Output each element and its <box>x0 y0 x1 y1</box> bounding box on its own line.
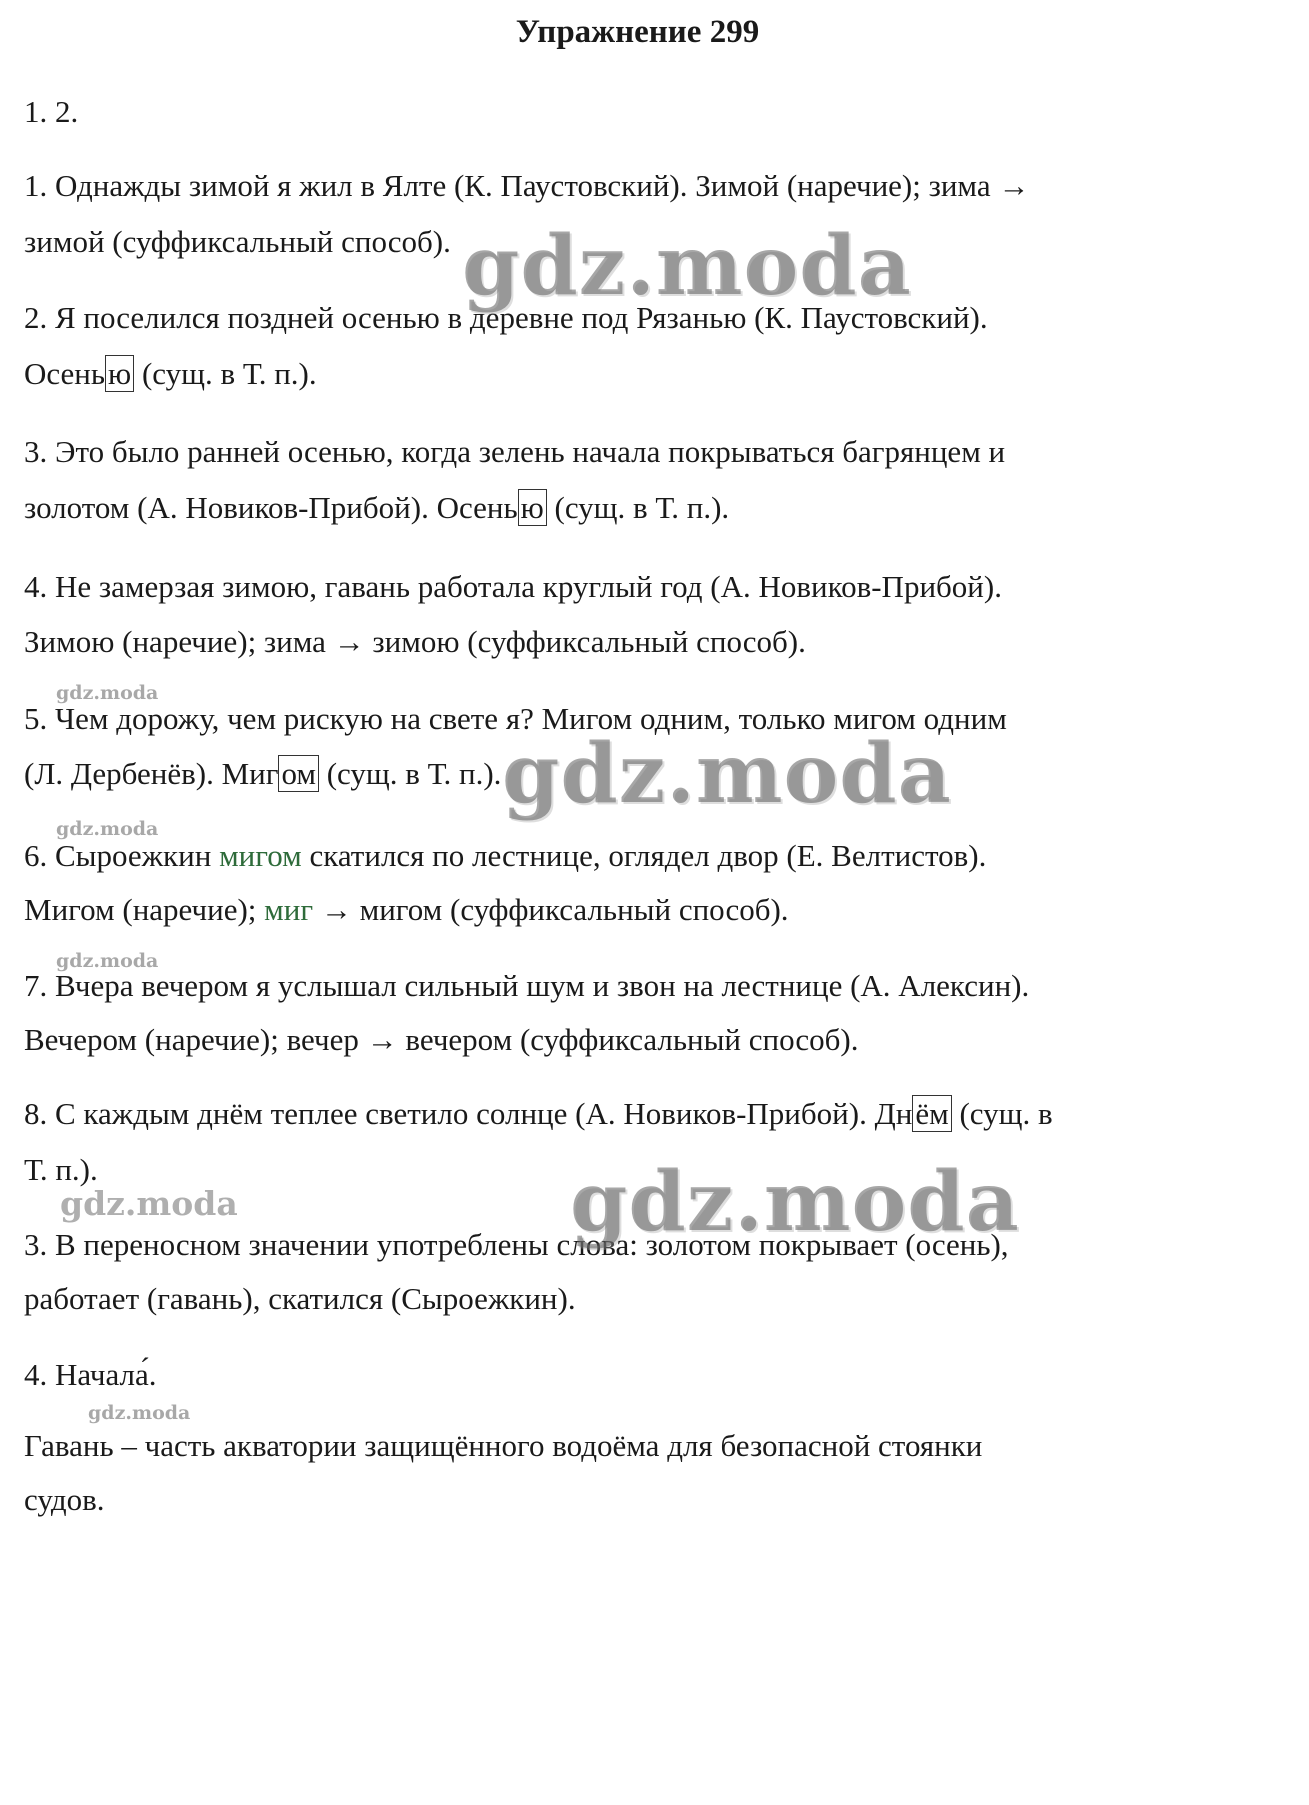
sentence-7: 7. Вчера вечером я услышал сильный шум и звон на лестнице (А. Алексин). <box>24 968 1030 1003</box>
sentence-7-analysis: Вечером (наречие); вечер → вечером (суффиксальный способ). <box>24 1022 859 1057</box>
sentence-8 <box>24 1094 1053 1134</box>
sentence-3: 3. Это было ранней осенью, когда зелень начала покрываться багрянцем и <box>24 434 1006 469</box>
sentence-2-analysis <box>24 354 317 394</box>
sentence-4: 4. Не замерзая зимою, гавань работала круглый год (А. Новиков-Прибой). <box>24 569 1002 604</box>
highlighted-word: миг <box>264 892 314 927</box>
answer-heading-1-2: 1. 2. <box>24 94 79 129</box>
highlighted-word: мигом <box>219 838 302 873</box>
watermark-logo: gdz.moda <box>570 1154 1020 1250</box>
sentence-5-analysis <box>24 754 501 794</box>
definition-continued: судов. <box>24 1482 105 1517</box>
word-ending-box: ом <box>278 755 319 792</box>
word-ending-box: ю <box>518 489 547 526</box>
word-note: (сущ. в <box>951 1096 1053 1131</box>
sentence-1-analysis: зимой (суффиксальный способ). <box>24 224 451 259</box>
sentence-6-analysis-end: → мигом (суффиксальный способ). <box>313 892 789 927</box>
watermark-small: gdz.moda <box>56 950 159 972</box>
sentence-3-text: золотом (А. Новиков-Прибой). Осень <box>24 490 518 525</box>
answer-4: 4. Начала́. <box>24 1357 157 1392</box>
watermark-small: gdz.moda <box>56 682 159 704</box>
sentence-6 <box>24 836 986 876</box>
sentence-6-analysis-start: Мигом (наречие); <box>24 892 265 927</box>
watermark-small: gdz.moda <box>56 818 159 840</box>
sentence-1: 1. Однажды зимой я жил в Ялте (К. Паустовский). Зимой (наречие); зима → <box>24 168 1030 203</box>
word-note: (сущ. в Т. п.). <box>134 356 317 391</box>
word-ending-box: ю <box>105 355 134 392</box>
page-title: Упражнение 299 <box>515 14 760 50</box>
sentence-2: 2. Я поселился поздней осенью в деревне под Рязанью (К. Паустовский). <box>24 300 988 335</box>
watermark-small: gdz.moda <box>88 1402 191 1424</box>
watermark-logo: gdz.moda <box>502 726 952 822</box>
sentence-5: 5. Чем дорожу, чем рискую на свете я? Мигом одним, только мигом одним <box>24 701 1007 736</box>
sentence-6-analysis <box>24 890 789 930</box>
definition: Гавань – часть акватории защищённого водоёма для безопасной стоянки <box>24 1428 983 1463</box>
sentence-6-end: скатился по лестнице, оглядел двор (Е. Велтистов). <box>301 838 987 873</box>
watermark-logo: gdz.moda <box>462 218 912 314</box>
word-note: (сущ. в Т. п.). <box>318 756 502 791</box>
word-stem: Осень <box>24 356 106 391</box>
sentence-4-analysis: Зимою (наречие); зима → зимою (суффиксальный способ). <box>24 624 806 659</box>
word-ending-box: ём <box>912 1095 951 1132</box>
answer-3: 3. В переносном значении употреблены слова: золотом покрывает (осень), <box>24 1227 1009 1262</box>
sentence-5-text: (Л. Дербенёв). Миг <box>24 756 279 791</box>
sentence-8-continued: Т. п.). <box>24 1152 98 1187</box>
sentence-8-text: 8. С каждым днём теплее светило солнце (А. Новиков-Прибой). Дн <box>24 1096 913 1131</box>
word-note: (сущ. в Т. п.). <box>546 490 730 525</box>
answer-3-continued: работает (гавань), скатился (Сыроежкин). <box>24 1281 576 1316</box>
watermark-small: gdz.moda <box>60 1184 238 1223</box>
sentence-6-start: 6. Сыроежкин <box>24 838 220 873</box>
sentence-3-continued <box>24 488 729 528</box>
